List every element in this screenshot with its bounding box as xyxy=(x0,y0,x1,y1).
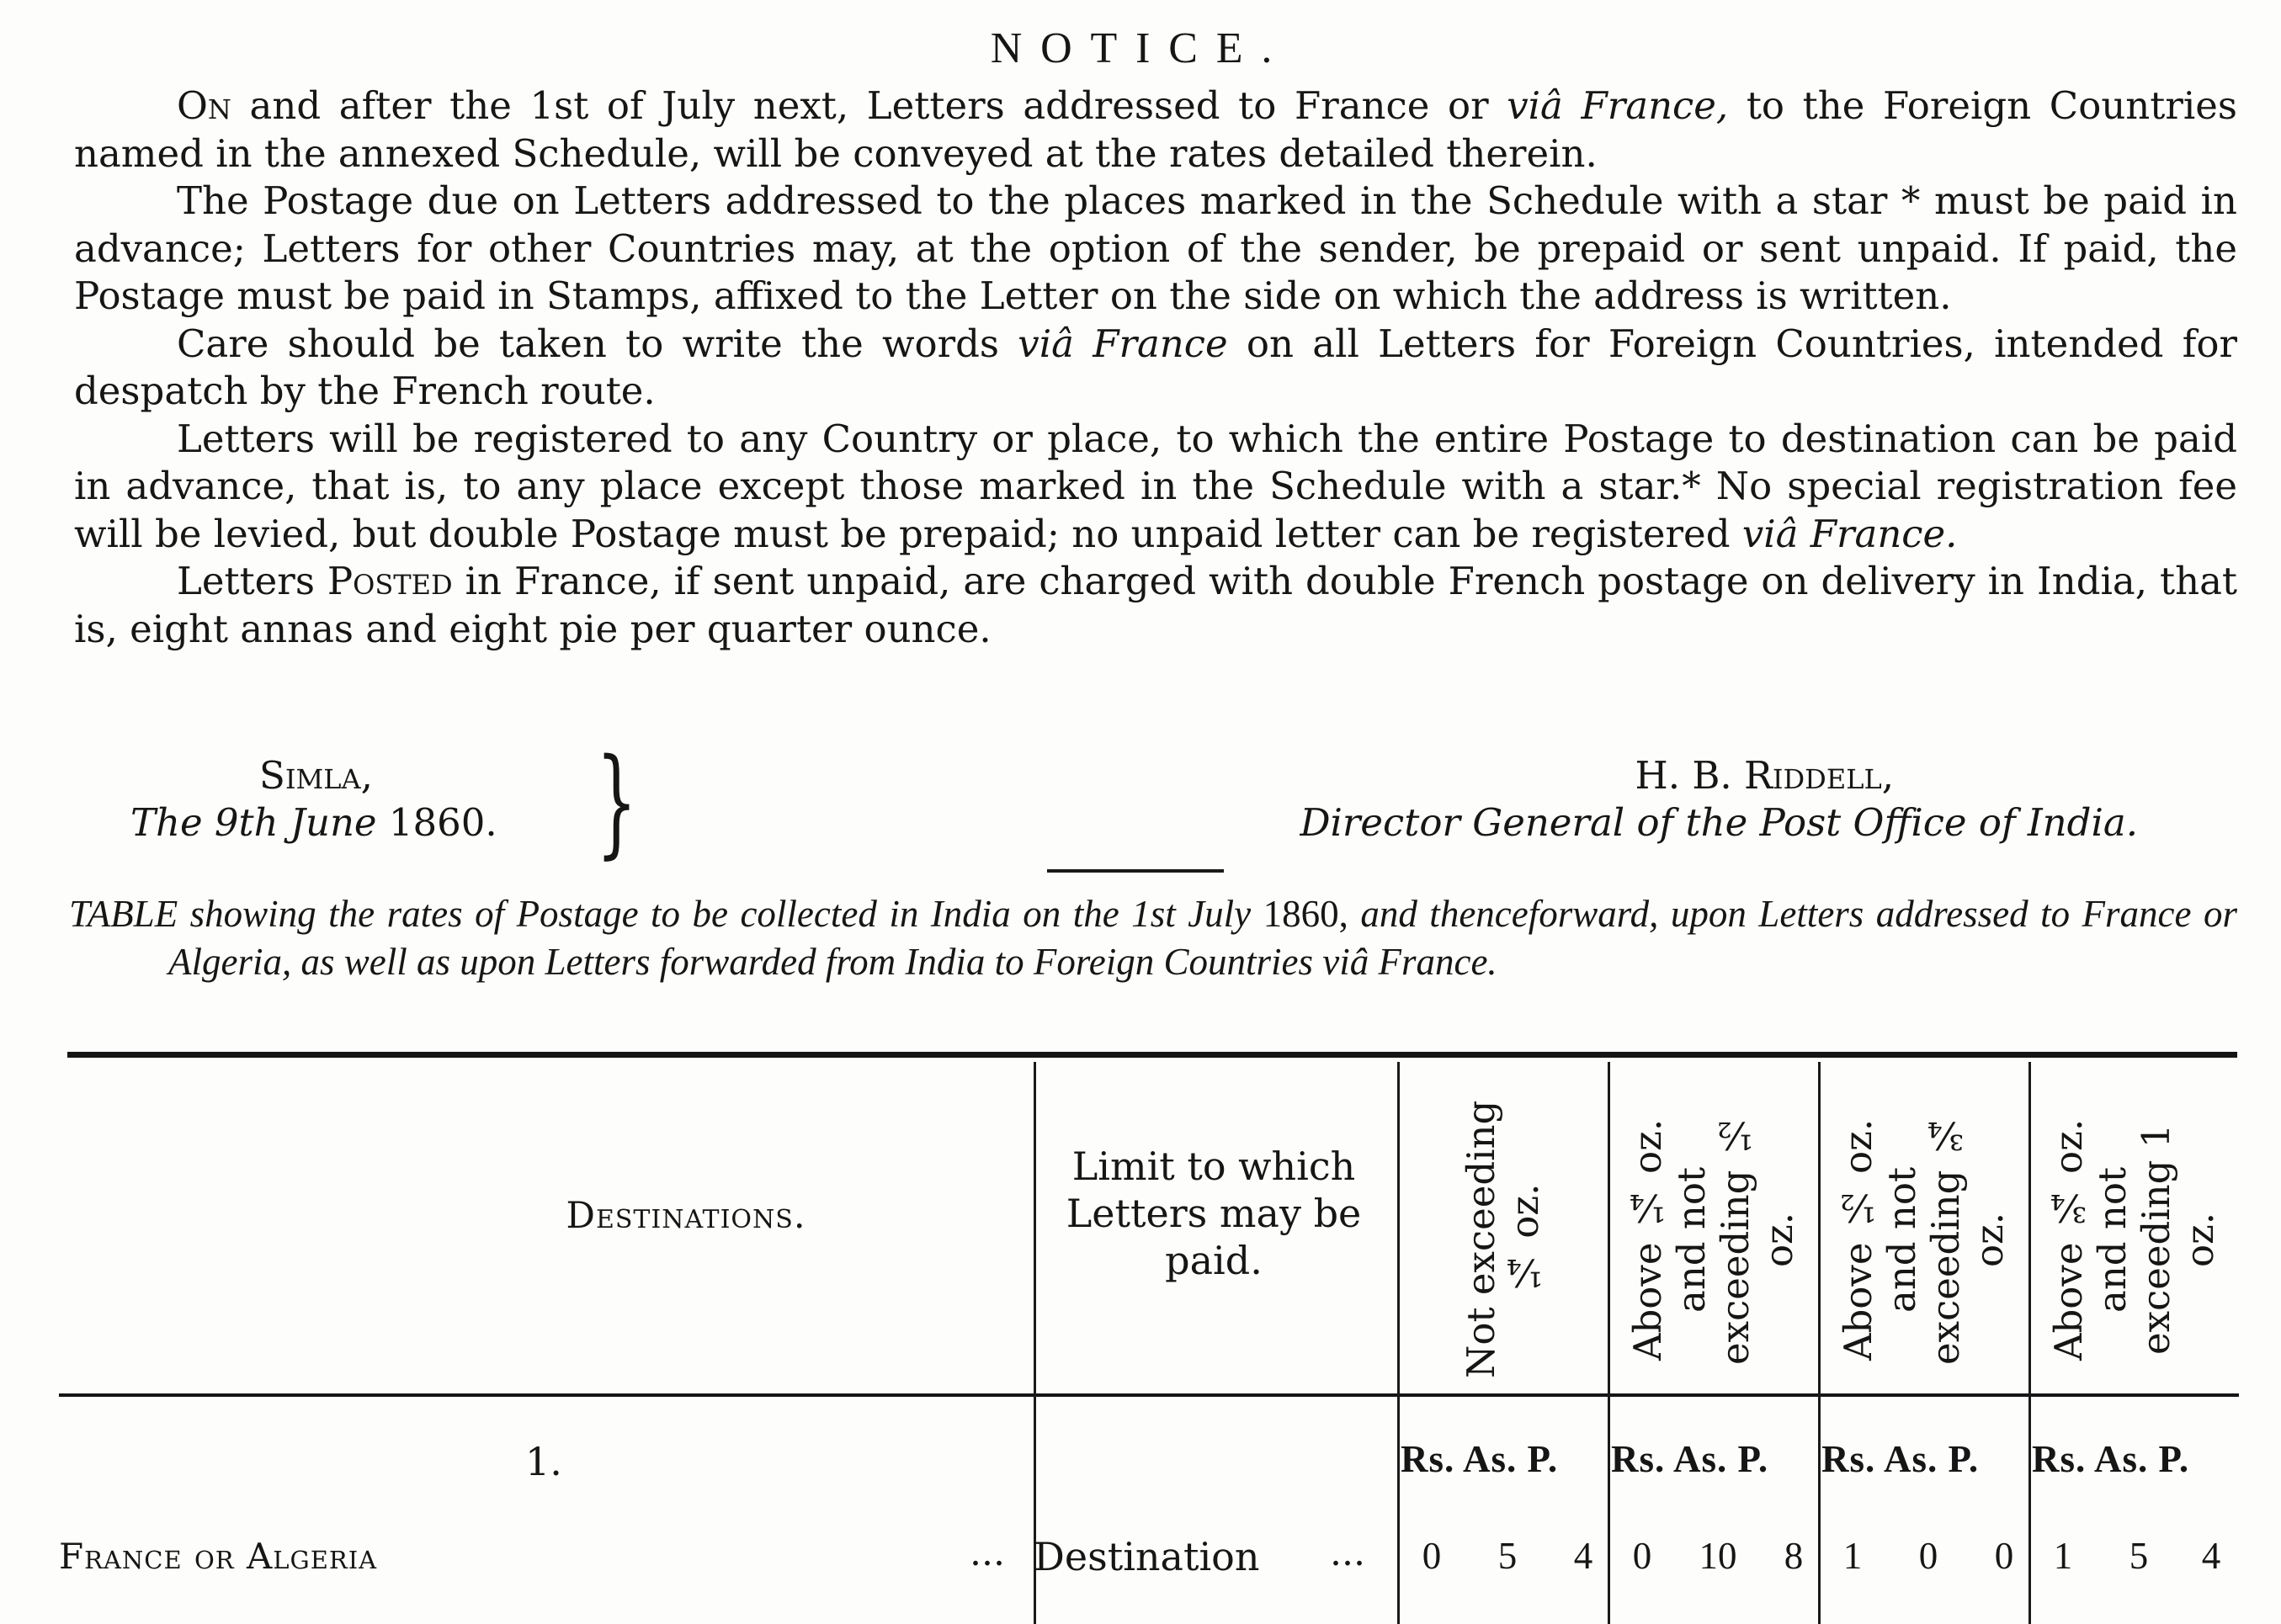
signature-date xyxy=(130,799,568,846)
destination-leader-dots: ... xyxy=(970,1531,1005,1574)
paragraph-1-text-a: and after the 1st of July next, Letters addressed to France or xyxy=(231,83,1507,128)
signature-date-prefix: The 9th June xyxy=(130,800,377,845)
rate-4-annas: 5 xyxy=(2129,1535,2149,1577)
destination-name: France or Algeria xyxy=(59,1536,378,1577)
paragraph-3-via: viâ France xyxy=(1018,321,1228,366)
units-col-3: Rs. As. P. xyxy=(1821,1438,1980,1480)
signature-date-year: 1860. xyxy=(388,800,497,845)
table-caption xyxy=(69,890,2237,986)
rate-1-annas: 5 xyxy=(1497,1535,1518,1577)
rate-2-pies: 8 xyxy=(1784,1535,1804,1577)
units-col-1: Rs. As. P. xyxy=(1401,1438,1559,1480)
section-divider xyxy=(1047,869,1224,873)
paragraph-1-lead: On xyxy=(177,83,231,128)
paragraph-4-text-a: Letters will be registered to any Country or place, to which the entire Postage to destination can be paid in advance, that is, to any place except those marked in the Schedule with a star.* No special registration fee will be levied, but double Postage must be prepaid; no unpaid letter can be registered xyxy=(74,416,2237,556)
column-divider-rate-4 xyxy=(2028,1062,2031,1624)
rate-1-pies: 4 xyxy=(1573,1535,1593,1577)
table-top-rule xyxy=(67,1052,2237,1058)
paragraph-4-via: viâ France. xyxy=(1741,511,1958,556)
paragraph-1-text-b: to the Foreign Countries named in the annexed Schedule, will be conveyed at the rates detailed therein. xyxy=(74,83,2237,176)
paragraph-5 xyxy=(74,558,2237,653)
table-row-destination xyxy=(59,1536,377,1577)
rate-3-pies: 0 xyxy=(1994,1535,2014,1577)
table-row-limit: Destination xyxy=(1034,1534,1260,1579)
column-divider-rate-2 xyxy=(1608,1062,1610,1624)
paragraph-5-text-b: in France, if sent unpaid, are charged with double French postage on delivery in India, that is, eight annas and eight pie per quarter ounce. xyxy=(74,559,2237,651)
header-weight-1 xyxy=(1404,1069,1603,1387)
header-weight-2 xyxy=(1614,1069,1813,1387)
table-header-rule xyxy=(59,1393,2239,1397)
signatory-name: H. B. Riddell, xyxy=(1635,753,1894,798)
header-weight-2-text: Above ¼ oz. and not exceeding ½ oz. xyxy=(1625,1113,1801,1366)
rate-4-pies: 4 xyxy=(2201,1535,2221,1577)
header-limit: Limit to which Letters may be paid. xyxy=(1066,1144,1362,1283)
signatory-office: Director General of the Post Office of India. xyxy=(1300,800,2138,845)
header-weight-4 xyxy=(2035,1069,2234,1387)
table-caption-year: 1860, xyxy=(1263,893,1348,935)
header-weight-3 xyxy=(1825,1069,2023,1387)
table-caption-a: TABLE showing the rates of Postage to be collected in India on the 1st July xyxy=(69,893,1263,935)
column-divider-rate-3 xyxy=(1818,1062,1821,1624)
signature-brace: } xyxy=(596,734,638,871)
notice-title: NOTICE. xyxy=(990,24,1291,72)
paragraph-3 xyxy=(74,321,2237,416)
notice-body xyxy=(74,82,2237,653)
paragraph-3-text-a: Care should be taken to write the words xyxy=(177,321,1018,366)
units-col-4: Rs. As. P. xyxy=(2032,1438,2190,1480)
rate-3-annas: 0 xyxy=(1918,1535,1938,1577)
table-caption-b: and thenceforward, upon Letters addressed to France or Algeria, as well as upon Letters forwarded from India to Foreign Countries viâ France. xyxy=(168,893,2237,983)
rate-1-rupees: 0 xyxy=(1422,1535,1442,1577)
rate-3-rupees: 1 xyxy=(1842,1535,1863,1577)
signature-place-date xyxy=(130,752,568,846)
header-weight-4-text: Above ¾ oz. and not exceeding 1 oz. xyxy=(2046,1118,2222,1361)
rate-2-rupees: 0 xyxy=(1632,1535,1652,1577)
header-destinations: Destinations. xyxy=(566,1195,806,1237)
paragraph-1-via: viâ France, xyxy=(1507,83,1729,128)
units-col-2: Rs. As. P. xyxy=(1611,1438,1769,1480)
section-number: 1. xyxy=(525,1439,562,1484)
paragraph-3-text-b: on all Letters for Foreign Countries, intended for despatch by the French route. xyxy=(74,321,2238,413)
paragraph-4 xyxy=(74,416,2237,559)
header-weight-1-text: Not exceeding ¼ oz. xyxy=(1459,1100,1547,1379)
rate-4-rupees: 1 xyxy=(2053,1535,2073,1577)
signature-place: Simla, xyxy=(259,753,373,798)
paragraph-5-posted: Posted xyxy=(327,559,453,603)
limit-leader-dots: ... xyxy=(1330,1531,1365,1574)
paragraph-2: The Postage due on Letters addressed to the places marked in the Schedule with a star * must be paid in advance; Letters for other Countries may, at the option of the sender, be prepaid or sent unpaid. If paid, the Postage must be paid in Stamps, affixed to the Letter on the side on which the address is written. xyxy=(74,178,2237,318)
paragraph-1 xyxy=(74,82,2237,178)
rate-2-annas: 10 xyxy=(1699,1535,1737,1577)
column-divider-rate-1 xyxy=(1397,1062,1400,1624)
paragraph-5-text-a: Letters xyxy=(177,559,327,603)
header-weight-3-text: Above ½ oz. and not exceeding ¾ oz. xyxy=(1836,1113,2012,1366)
signature-signatory xyxy=(1246,752,2138,846)
